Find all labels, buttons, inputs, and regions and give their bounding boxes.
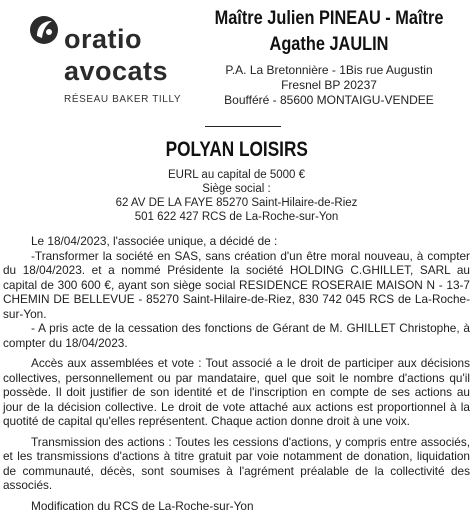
rcs-number: 501 622 427 RCS de La-Roche-sur-Yon bbox=[0, 210, 473, 224]
logo-line-avocats: avocats bbox=[64, 58, 168, 85]
paragraph-rcs: Modification du RCS de La-Roche-sur-Yon bbox=[3, 499, 470, 513]
office-address-line: Boufféré - 85600 MONTAIGU-VENDEE bbox=[190, 93, 468, 108]
office-address-line: Fresnel BP 20237 bbox=[190, 78, 468, 93]
company-name: POLYAN LOISIRS bbox=[0, 138, 473, 162]
paragraph-transformation: -Transformer la société en SAS, sans création d'un être moral nouveau, à compter du 18/04/2023. et a nommé Présidente la société HOLDING C.GHILLET, SARL au capital de 300 600 €, ayant son siège social RESIDENCE ROSERAIE MAISON N - 13-7 CHEMIN DE BELLEVUE - 85270 Saint-Hilaire-de-Riez, 830 742 045 RCS de La-Roche-sur-Yon. bbox=[3, 249, 470, 322]
paragraph-decision: Le 18/04/2023, l'associée unique, a décidé de : bbox=[3, 234, 470, 249]
paragraph-assemblies: Accès aux assemblées et vote : Tout associé a le droit de participer aux décisions collectives, personnellement ou par mandataire, quel que soit le nombre d'actions qu'il possède. Il doit justifier de son identité et de l'inscription en compte de ses actions au jour de la décision collective. Le droit de vote attaché aux actions est proportionnel à la quotité de capital qu'elles représentent. Chaque action donne droit à une voix. bbox=[3, 356, 470, 429]
logo-tagline: RÉSEAU BAKER TILLY bbox=[64, 94, 181, 105]
separator-line bbox=[205, 126, 281, 127]
oratio-logo bbox=[28, 12, 188, 112]
company-capital: EURL au capital de 5000 € bbox=[0, 168, 473, 182]
law-office-block bbox=[190, 6, 468, 108]
registered-office-address: 62 AV DE LA FAYE 85270 Saint-Hilaire-de-Riez bbox=[0, 196, 473, 210]
registered-office-label: Siège social : bbox=[0, 182, 473, 196]
office-name-line-2: Agathe JAULIN bbox=[209, 32, 448, 58]
office-address-line: P.A. La Bretonnière - 1Bis rue Augustin bbox=[190, 63, 468, 78]
paragraph-transfers: Transmission des actions : Toutes les cessions d'actions, y compris entre associés, et les transmissions d'actions à titre gratuit par voie notamment de donation, liquidation de communauté, décès, sont soumises à l'agrément préalable de la collectivité des associés. bbox=[3, 435, 470, 493]
notice-body bbox=[3, 234, 470, 513]
oratio-circle-icon bbox=[28, 12, 60, 48]
paragraph-cessation: - A pris acte de la cessation des fonctions de Gérant de M. GHILLET Christophe, à compter du 18/04/2023. bbox=[3, 321, 470, 350]
logo-line-oratio: oratio bbox=[64, 26, 142, 53]
office-address bbox=[190, 63, 468, 108]
office-name-line-1: Maître Julien PINEAU - Maître bbox=[209, 6, 448, 32]
company-details bbox=[0, 168, 473, 224]
